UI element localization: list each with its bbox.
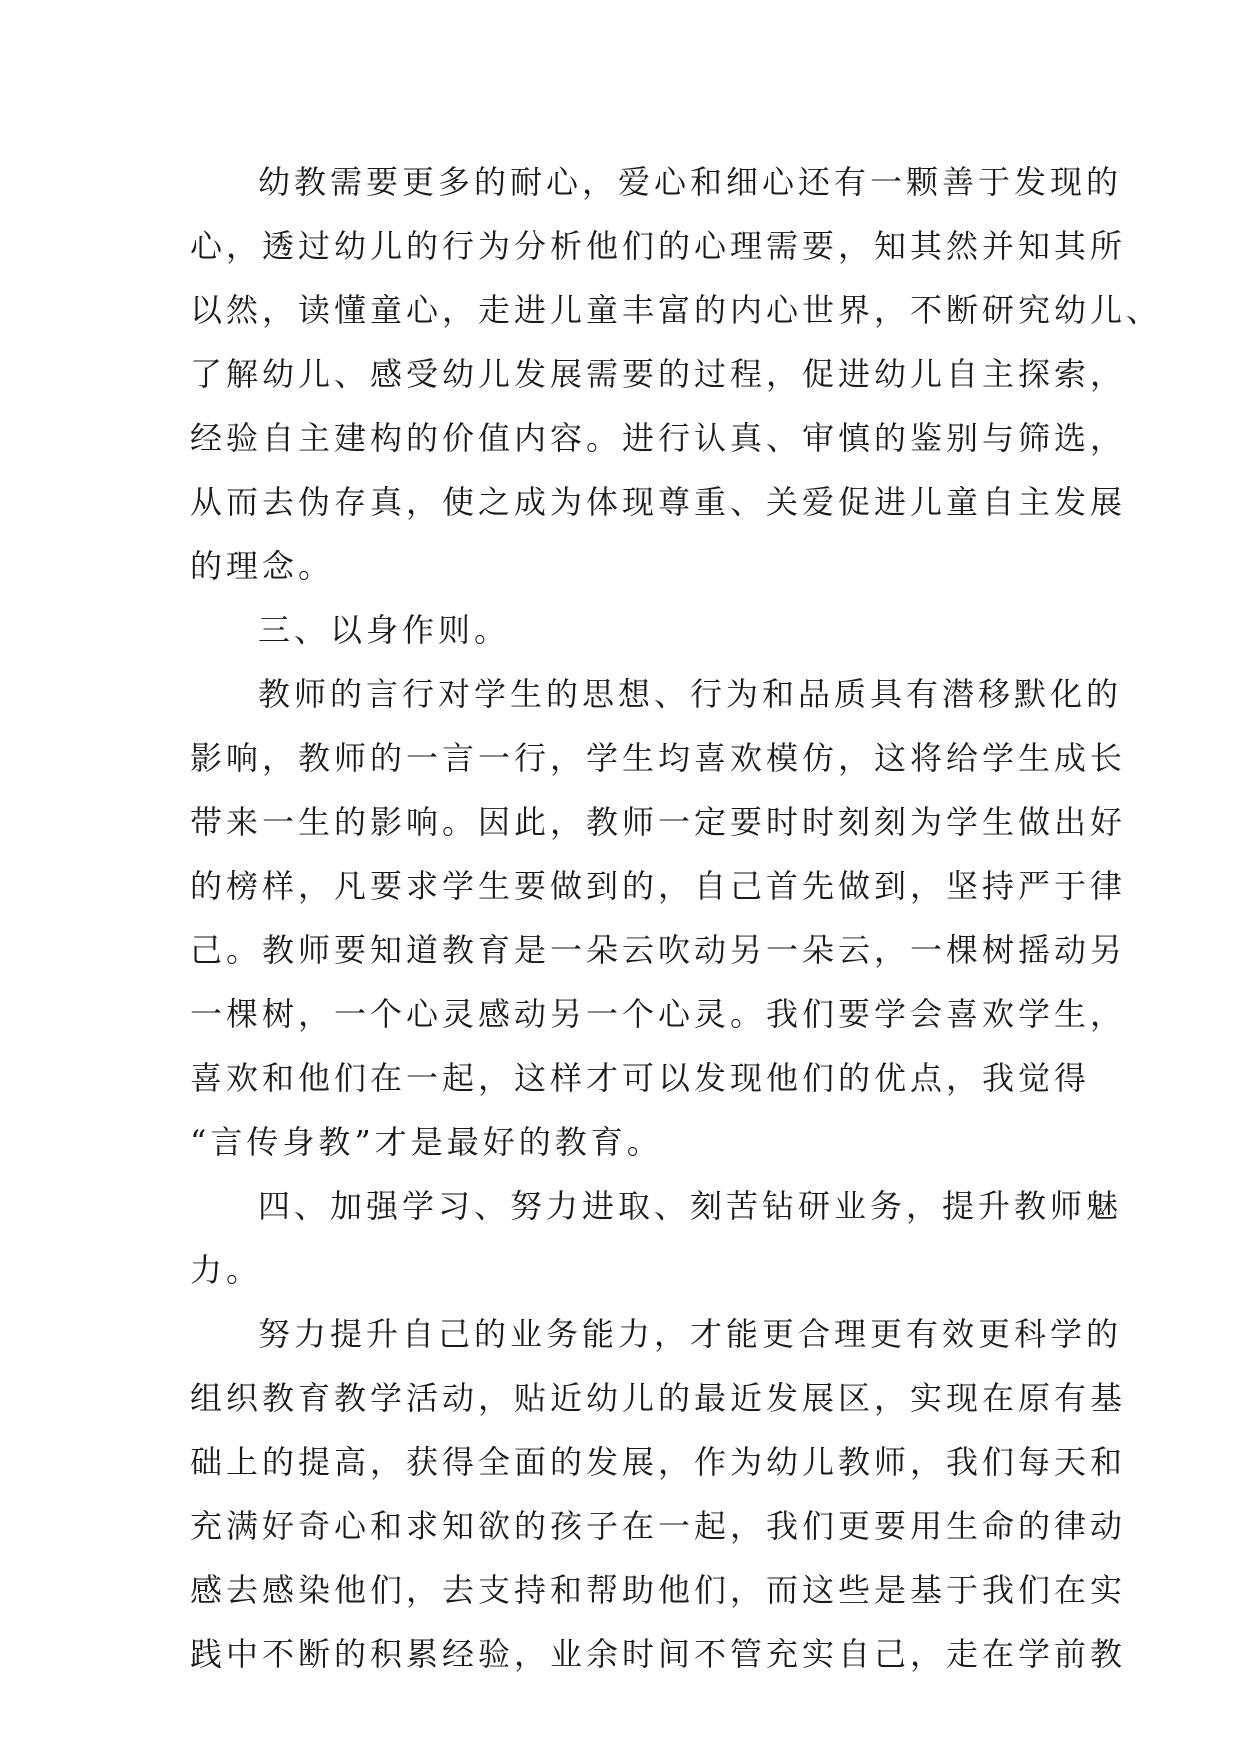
document-body (190, 150, 1163, 1686)
text-line: 的理念。 (190, 547, 335, 585)
text-line: 以然，读懂童心，走进儿童丰富的内心世界，不断研究幼儿、 (190, 291, 1163, 329)
section-heading-3: 三、以身作则。 (258, 611, 511, 649)
text-line: 了解幼儿、感受幼儿发展需要的过程，促进幼儿自主探索， (190, 355, 1127, 393)
text-line: “言传身教”才是最好的教育。 (190, 1123, 663, 1161)
text-line: 础上的提高，获得全面的发展，作为幼儿教师，我们每天和 (190, 1443, 1127, 1481)
text-line: 带来一生的影响。因此，教师一定要时时刻刻为学生做出好 (190, 803, 1127, 841)
text-line: 一棵树，一个心灵感动另一个心灵。我们要学会喜欢学生， (190, 995, 1127, 1033)
text-line: 的榜样，凡要求学生要做到的，自己首先做到，坚持严于律 (190, 867, 1127, 905)
text-line: 感去感染他们，去支持和帮助他们，而这些是基于我们在实 (190, 1571, 1127, 1609)
text-line: 经验自主建构的价值内容。进行认真、审慎的鉴别与筛选， (190, 419, 1127, 457)
text-line: 努力提升自己的业务能力，才能更合理更有效更科学的 (258, 1315, 1123, 1353)
section-heading-4: 四、加强学习、努力进取、刻苦钻研业务，提升教师魅 (258, 1187, 1123, 1225)
text-line: 影响，教师的一言一行，学生均喜欢模仿，这将给学生成长 (190, 739, 1127, 777)
text-line: 教师的言行对学生的思想、行为和品质具有潜移默化的 (258, 675, 1123, 713)
text-line: 组织教育教学活动，贴近幼儿的最近发展区，实现在原有基 (190, 1379, 1127, 1417)
text-line: 践中不断的积累经验，业余时间不管充实自己，走在学前教 (190, 1635, 1127, 1673)
text-line: 己。教师要知道教育是一朵云吹动另一朵云，一棵树摇动另 (190, 931, 1127, 969)
text-line: 喜欢和他们在一起，这样才可以发现他们的优点，我觉得 (190, 1059, 1091, 1097)
section-heading-4-continued: 力。 (190, 1251, 263, 1289)
text-line: 幼教需要更多的耐心，爱心和细心还有一颗善于发现的 (258, 163, 1123, 201)
text-line: 从而去伪存真，使之成为体现尊重、关爱促进儿童自主发展 (190, 483, 1127, 521)
text-line: 充满好奇心和求知欲的孩子在一起，我们更要用生命的律动 (190, 1507, 1127, 1545)
text-line: 心，透过幼儿的行为分析他们的心理需要，知其然并知其所 (190, 227, 1127, 265)
